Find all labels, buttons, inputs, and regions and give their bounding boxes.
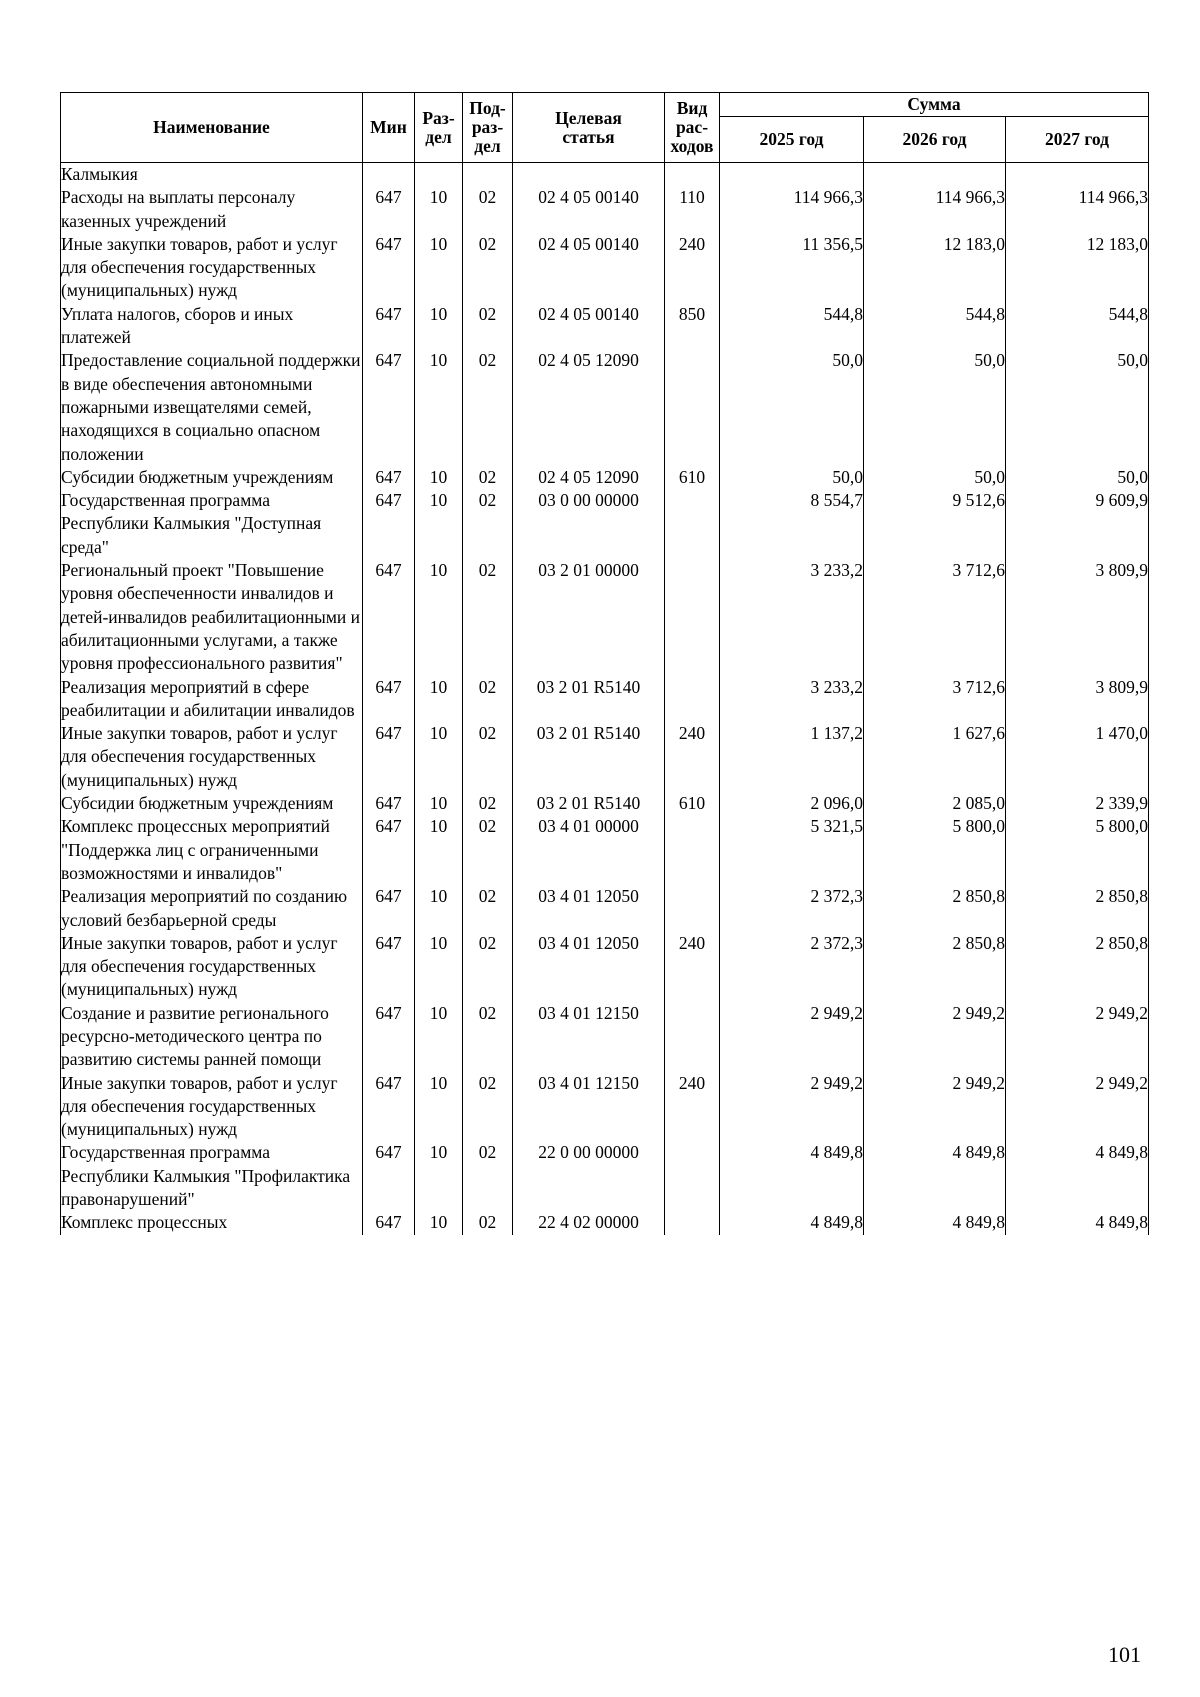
cell-target-article: 03 2 01 00000 bbox=[513, 559, 665, 675]
header-razdel: Раз- дел bbox=[415, 93, 463, 163]
cell-target-article: 02 4 05 00140 bbox=[513, 186, 665, 233]
cell-podrazdel bbox=[463, 163, 513, 187]
cell-name: Иные закупки товаров, работ и услуг для обеспечения государственных (муниципальных) нужд bbox=[61, 1072, 363, 1142]
cell-sum-2026: 2 949,2 bbox=[864, 1002, 1006, 1072]
cell-sum-2025: 3 233,2 bbox=[720, 676, 864, 723]
cell-sum-2025: 3 233,2 bbox=[720, 559, 864, 675]
cell-sum-2025: 4 849,8 bbox=[720, 1211, 864, 1234]
cell-target-article: 02 4 05 12090 bbox=[513, 466, 665, 489]
cell-name: Уплата налогов, сборов и иных платежей bbox=[61, 303, 363, 350]
cell-sum-2026: 50,0 bbox=[864, 349, 1006, 465]
cell-expense-type: 240 bbox=[665, 932, 720, 1002]
cell-podrazdel: 02 bbox=[463, 186, 513, 233]
cell-sum-2027: 3 809,9 bbox=[1006, 676, 1149, 723]
cell-sum-2026: 2 850,8 bbox=[864, 885, 1006, 932]
cell-name: Субсидии бюджетным учреждениям bbox=[61, 792, 363, 815]
cell-min: 647 bbox=[363, 1211, 415, 1234]
table-row bbox=[61, 1211, 1149, 1234]
cell-razdel: 10 bbox=[415, 1141, 463, 1211]
cell-sum-2026: 5 800,0 bbox=[864, 815, 1006, 885]
cell-name: Создание и развитие регионального ресурсно-методического центра по развитию системы ранней помощи bbox=[61, 1002, 363, 1072]
cell-target-article: 03 2 01 R5140 bbox=[513, 792, 665, 815]
cell-razdel: 10 bbox=[415, 186, 463, 233]
cell-min: 647 bbox=[363, 559, 415, 675]
cell-name: Предоставление социальной поддержки в виде обеспечения автономными пожарными извещателями семей, находящихся в социально опасном положении bbox=[61, 349, 363, 465]
header-year-2026: 2026 год bbox=[864, 117, 1006, 163]
table-row bbox=[61, 792, 1149, 815]
cell-sum-2027: 50,0 bbox=[1006, 349, 1149, 465]
cell-sum-2026: 2 850,8 bbox=[864, 932, 1006, 1002]
header-name: Наименование bbox=[61, 93, 363, 163]
table-row bbox=[61, 1141, 1149, 1211]
cell-target-article: 02 4 05 00140 bbox=[513, 303, 665, 350]
cell-sum-2025: 11 356,5 bbox=[720, 233, 864, 303]
cell-podrazdel: 02 bbox=[463, 466, 513, 489]
table-row bbox=[61, 186, 1149, 233]
cell-expense-type: 240 bbox=[665, 1072, 720, 1142]
cell-podrazdel: 02 bbox=[463, 792, 513, 815]
table-row bbox=[61, 722, 1149, 792]
cell-sum-2026 bbox=[864, 163, 1006, 187]
cell-name: Государственная программа Республики Калмыкия "Доступная среда" bbox=[61, 489, 363, 559]
cell-razdel: 10 bbox=[415, 885, 463, 932]
cell-sum-2026: 4 849,8 bbox=[864, 1211, 1006, 1234]
table-row bbox=[61, 559, 1149, 675]
cell-name: Расходы на выплаты персоналу казенных учреждений bbox=[61, 186, 363, 233]
cell-podrazdel: 02 bbox=[463, 722, 513, 792]
cell-sum-2027: 2 850,8 bbox=[1006, 932, 1149, 1002]
cell-sum-2025: 2 372,3 bbox=[720, 932, 864, 1002]
cell-name: Комплекс процессных мероприятий "Поддержка лиц с ограниченными возможностями и инвалидов" bbox=[61, 815, 363, 885]
cell-razdel: 10 bbox=[415, 466, 463, 489]
cell-sum-2027: 4 849,8 bbox=[1006, 1141, 1149, 1211]
cell-razdel: 10 bbox=[415, 676, 463, 723]
cell-min: 647 bbox=[363, 885, 415, 932]
header-year-2025: 2025 год bbox=[720, 117, 864, 163]
table-row bbox=[61, 466, 1149, 489]
table-row bbox=[61, 815, 1149, 885]
cell-min: 647 bbox=[363, 1141, 415, 1211]
cell-sum-2025: 1 137,2 bbox=[720, 722, 864, 792]
cell-sum-2025: 50,0 bbox=[720, 349, 864, 465]
cell-sum-2025: 4 849,8 bbox=[720, 1141, 864, 1211]
cell-podrazdel: 02 bbox=[463, 349, 513, 465]
cell-sum-2027: 4 849,8 bbox=[1006, 1211, 1149, 1234]
cell-sum-2027: 2 949,2 bbox=[1006, 1072, 1149, 1142]
cell-sum-2026: 2 085,0 bbox=[864, 792, 1006, 815]
cell-sum-2026: 4 849,8 bbox=[864, 1141, 1006, 1211]
cell-expense-type bbox=[665, 1141, 720, 1211]
cell-name: Реализация мероприятий в сфере реабилитации и абилитации инвалидов bbox=[61, 676, 363, 723]
table-row bbox=[61, 1072, 1149, 1142]
cell-expense-type: 850 bbox=[665, 303, 720, 350]
cell-podrazdel: 02 bbox=[463, 1141, 513, 1211]
cell-target-article: 03 4 01 12150 bbox=[513, 1002, 665, 1072]
cell-razdel: 10 bbox=[415, 1002, 463, 1072]
cell-name: Иные закупки товаров, работ и услуг для обеспечения государственных (муниципальных) нужд bbox=[61, 932, 363, 1002]
cell-name: Субсидии бюджетным учреждениям bbox=[61, 466, 363, 489]
cell-razdel: 10 bbox=[415, 1211, 463, 1234]
cell-target-article: 22 4 02 00000 bbox=[513, 1211, 665, 1234]
cell-sum-2027: 544,8 bbox=[1006, 303, 1149, 350]
cell-podrazdel: 02 bbox=[463, 885, 513, 932]
cell-sum-2025: 2 949,2 bbox=[720, 1072, 864, 1142]
cell-name: Иные закупки товаров, работ и услуг для обеспечения государственных (муниципальных) нужд bbox=[61, 722, 363, 792]
cell-sum-2026: 12 183,0 bbox=[864, 233, 1006, 303]
cell-sum-2026: 9 512,6 bbox=[864, 489, 1006, 559]
cell-name: Калмыкия bbox=[61, 163, 363, 187]
cell-podrazdel: 02 bbox=[463, 489, 513, 559]
cell-podrazdel: 02 bbox=[463, 1072, 513, 1142]
cell-sum-2026: 50,0 bbox=[864, 466, 1006, 489]
cell-razdel: 10 bbox=[415, 792, 463, 815]
table-row bbox=[61, 349, 1149, 465]
cell-target-article: 02 4 05 12090 bbox=[513, 349, 665, 465]
cell-expense-type bbox=[665, 349, 720, 465]
cell-sum-2025: 114 966,3 bbox=[720, 186, 864, 233]
cell-expense-type bbox=[665, 559, 720, 675]
cell-sum-2027 bbox=[1006, 163, 1149, 187]
table-body bbox=[61, 163, 1149, 1235]
cell-sum-2025: 8 554,7 bbox=[720, 489, 864, 559]
cell-sum-2027: 3 809,9 bbox=[1006, 559, 1149, 675]
cell-podrazdel: 02 bbox=[463, 1002, 513, 1072]
document-page bbox=[60, 92, 1148, 1235]
cell-target-article: 03 4 01 12050 bbox=[513, 932, 665, 1002]
header-sum: Сумма bbox=[720, 93, 1149, 117]
cell-expense-type: 240 bbox=[665, 233, 720, 303]
header-year-2027: 2027 год bbox=[1006, 117, 1149, 163]
cell-sum-2025: 544,8 bbox=[720, 303, 864, 350]
cell-min: 647 bbox=[363, 1072, 415, 1142]
cell-name: Государственная программа Республики Калмыкия "Профилактика правонарушений" bbox=[61, 1141, 363, 1211]
cell-min: 647 bbox=[363, 489, 415, 559]
cell-podrazdel: 02 bbox=[463, 815, 513, 885]
cell-target-article: 03 4 01 00000 bbox=[513, 815, 665, 885]
header-min: Мин bbox=[363, 93, 415, 163]
cell-min: 647 bbox=[363, 466, 415, 489]
cell-min: 647 bbox=[363, 676, 415, 723]
cell-razdel: 10 bbox=[415, 489, 463, 559]
cell-podrazdel: 02 bbox=[463, 932, 513, 1002]
page-number: 101 bbox=[1108, 1642, 1141, 1667]
cell-name: Комплекс процессных bbox=[61, 1211, 363, 1234]
cell-expense-type bbox=[665, 489, 720, 559]
cell-min: 647 bbox=[363, 722, 415, 792]
cell-sum-2026: 544,8 bbox=[864, 303, 1006, 350]
header-expense-type: Вид рас- ходов bbox=[665, 93, 720, 163]
cell-target-article: 03 2 01 R5140 bbox=[513, 676, 665, 723]
cell-sum-2027: 114 966,3 bbox=[1006, 186, 1149, 233]
cell-razdel: 10 bbox=[415, 349, 463, 465]
cell-target-article: 03 4 01 12150 bbox=[513, 1072, 665, 1142]
cell-podrazdel: 02 bbox=[463, 303, 513, 350]
cell-sum-2025: 2 949,2 bbox=[720, 1002, 864, 1072]
cell-razdel: 10 bbox=[415, 233, 463, 303]
cell-sum-2026: 114 966,3 bbox=[864, 186, 1006, 233]
cell-target-article bbox=[513, 163, 665, 187]
cell-min bbox=[363, 163, 415, 187]
budget-table bbox=[60, 92, 1149, 1235]
cell-sum-2025 bbox=[720, 163, 864, 187]
table-row bbox=[61, 932, 1149, 1002]
table-row bbox=[61, 303, 1149, 350]
cell-razdel: 10 bbox=[415, 815, 463, 885]
cell-sum-2026: 2 949,2 bbox=[864, 1072, 1006, 1142]
cell-sum-2025: 5 321,5 bbox=[720, 815, 864, 885]
cell-razdel: 10 bbox=[415, 303, 463, 350]
cell-expense-type bbox=[665, 676, 720, 723]
cell-name: Иные закупки товаров, работ и услуг для обеспечения государственных (муниципальных) нужд bbox=[61, 233, 363, 303]
cell-target-article: 03 2 01 R5140 bbox=[513, 722, 665, 792]
cell-sum-2027: 5 800,0 bbox=[1006, 815, 1149, 885]
cell-podrazdel: 02 bbox=[463, 233, 513, 303]
cell-sum-2025: 50,0 bbox=[720, 466, 864, 489]
cell-min: 647 bbox=[363, 815, 415, 885]
cell-razdel: 10 bbox=[415, 722, 463, 792]
cell-razdel bbox=[415, 163, 463, 187]
cell-target-article: 03 0 00 00000 bbox=[513, 489, 665, 559]
cell-min: 647 bbox=[363, 1002, 415, 1072]
cell-sum-2026: 1 627,6 bbox=[864, 722, 1006, 792]
cell-sum-2025: 2 096,0 bbox=[720, 792, 864, 815]
cell-expense-type: 240 bbox=[665, 722, 720, 792]
cell-min: 647 bbox=[363, 303, 415, 350]
table-row bbox=[61, 676, 1149, 723]
cell-min: 647 bbox=[363, 186, 415, 233]
cell-target-article: 22 0 00 00000 bbox=[513, 1141, 665, 1211]
cell-target-article: 02 4 05 00140 bbox=[513, 233, 665, 303]
cell-sum-2026: 3 712,6 bbox=[864, 559, 1006, 675]
cell-razdel: 10 bbox=[415, 559, 463, 675]
cell-podrazdel: 02 bbox=[463, 1211, 513, 1234]
header-target-article: Целевая статья bbox=[513, 93, 665, 163]
cell-target-article: 03 4 01 12050 bbox=[513, 885, 665, 932]
cell-expense-type bbox=[665, 1211, 720, 1234]
cell-name: Региональный проект "Повышение уровня обеспеченности инвалидов и детей-инвалидов реабилитационными и абилитационными услугами, а также уровня профессионального развития" bbox=[61, 559, 363, 675]
cell-podrazdel: 02 bbox=[463, 676, 513, 723]
cell-expense-type bbox=[665, 1002, 720, 1072]
table-header bbox=[61, 93, 1149, 163]
table-row bbox=[61, 1002, 1149, 1072]
cell-sum-2027: 2 850,8 bbox=[1006, 885, 1149, 932]
cell-min: 647 bbox=[363, 349, 415, 465]
cell-sum-2027: 1 470,0 bbox=[1006, 722, 1149, 792]
cell-expense-type: 110 bbox=[665, 186, 720, 233]
cell-name: Реализация мероприятий по созданию условий безбарьерной среды bbox=[61, 885, 363, 932]
cell-sum-2026: 3 712,6 bbox=[864, 676, 1006, 723]
cell-sum-2027: 2 339,9 bbox=[1006, 792, 1149, 815]
cell-expense-type bbox=[665, 815, 720, 885]
cell-expense-type bbox=[665, 885, 720, 932]
cell-sum-2027: 9 609,9 bbox=[1006, 489, 1149, 559]
cell-expense-type: 610 bbox=[665, 792, 720, 815]
table-row bbox=[61, 163, 1149, 187]
table-row bbox=[61, 233, 1149, 303]
table-row bbox=[61, 885, 1149, 932]
cell-sum-2027: 12 183,0 bbox=[1006, 233, 1149, 303]
cell-expense-type: 610 bbox=[665, 466, 720, 489]
cell-sum-2027: 50,0 bbox=[1006, 466, 1149, 489]
table-row bbox=[61, 489, 1149, 559]
cell-razdel: 10 bbox=[415, 932, 463, 1002]
header-podrazdel: Под- раз- дел bbox=[463, 93, 513, 163]
cell-razdel: 10 bbox=[415, 1072, 463, 1142]
cell-sum-2025: 2 372,3 bbox=[720, 885, 864, 932]
cell-min: 647 bbox=[363, 233, 415, 303]
cell-sum-2027: 2 949,2 bbox=[1006, 1002, 1149, 1072]
cell-min: 647 bbox=[363, 792, 415, 815]
cell-expense-type bbox=[665, 163, 720, 187]
cell-podrazdel: 02 bbox=[463, 559, 513, 675]
cell-min: 647 bbox=[363, 932, 415, 1002]
